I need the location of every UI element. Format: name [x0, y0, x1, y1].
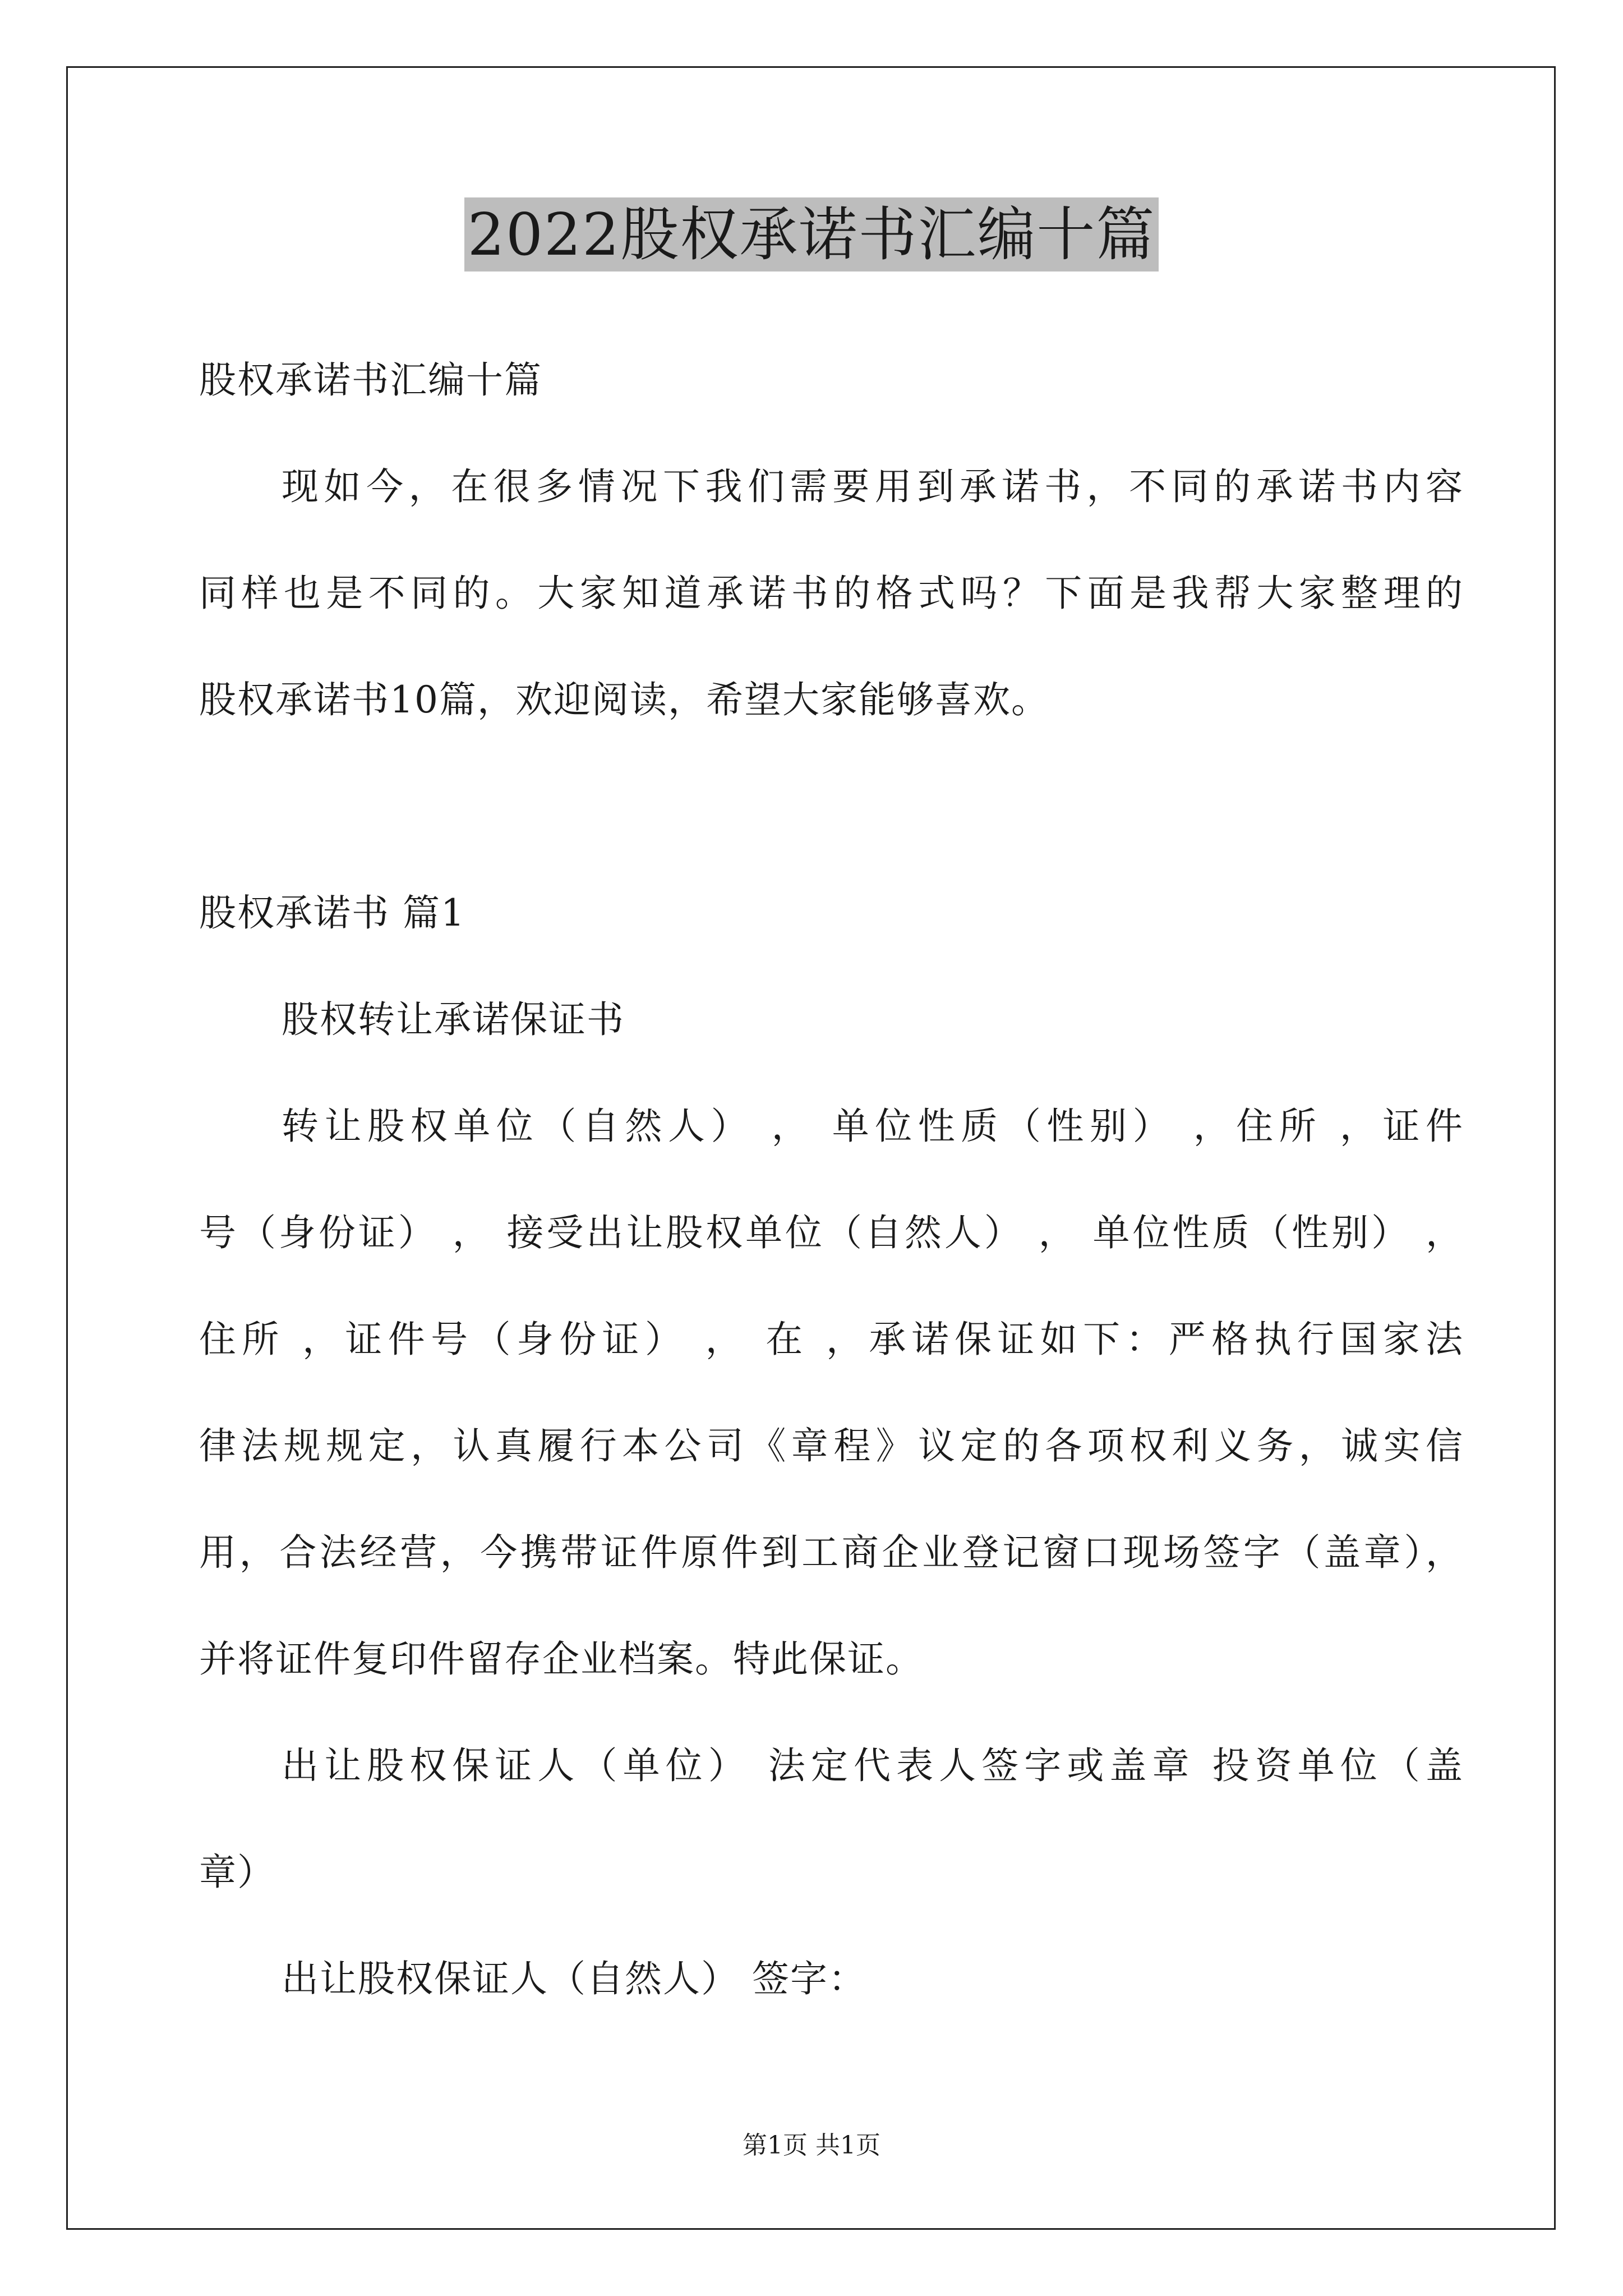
subtitle-line: 股权承诺书汇编十篇 — [199, 358, 542, 402]
paragraph-line: 律法规规定，认真履行本公司《章程》议定的各项权利义务，诚实信 — [199, 1424, 1464, 1467]
section-subtitle: 股权转让承诺保证书 — [282, 998, 625, 1041]
document-title-wrap — [0, 197, 1623, 272]
paragraph-line: 同样也是不同的。大家知道承诺书的格式吗？下面是我帮大家整理的 — [199, 572, 1464, 615]
paragraph-line: 章） — [199, 1851, 275, 1894]
paragraph-line: 出让股权保证人（自然人） 签字： — [282, 1957, 866, 2000]
page-footer: 第1页 共1页 — [743, 2131, 880, 2160]
paragraph-line: 出让股权保证人（单位） 法定代表人签字或盖章 投资单位（盖 — [282, 1744, 1464, 1787]
paragraph-line: 住所 ，证件号（身份证） ， 在 ，承诺保证如下：严格执行国家法 — [199, 1318, 1464, 1361]
paragraph-line: 转让股权单位（自然人） ， 单位性质（性别） ，住所 ，证件 — [282, 1105, 1464, 1148]
document-title: 2022股权承诺书汇编十篇 — [464, 197, 1159, 272]
paragraph-line: 并将证件复印件留存企业档案。特此保证。 — [199, 1637, 924, 1681]
section-heading: 股权承诺书 篇1 — [199, 891, 465, 935]
paragraph-line: 现如今，在很多情况下我们需要用到承诺书，不同的承诺书内容 — [282, 465, 1464, 508]
paragraph-line: 号（身份证） ， 接受出让股权单位（自然人） ， 单位性质（性别） ， — [199, 1211, 1464, 1254]
paragraph-line: 用，合法经营，今携带证件原件到工商企业登记窗口现场签字（盖章）， — [199, 1531, 1464, 1574]
paragraph-line: 股权承诺书10篇，欢迎阅读，希望大家能够喜欢。 — [199, 678, 1049, 721]
